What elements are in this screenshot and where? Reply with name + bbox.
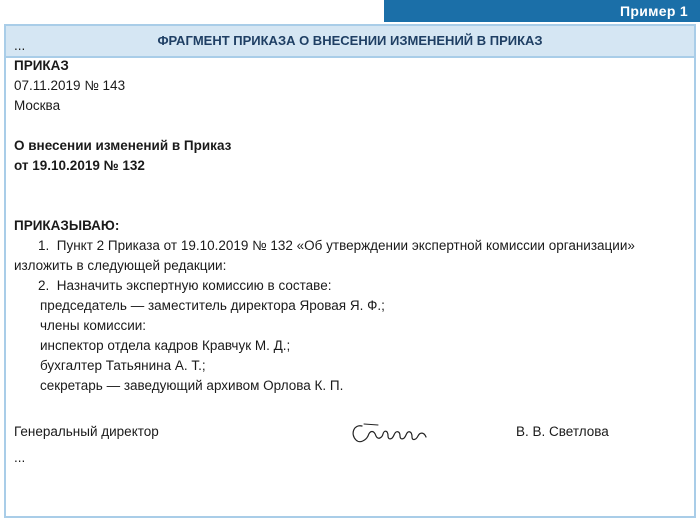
- ellipsis-bottom: ...: [14, 450, 26, 465]
- item-2-line-1: 2. Назначить экспертную комиссию в составе:: [38, 278, 332, 293]
- signature-role: Генеральный директор: [14, 424, 159, 439]
- member-line: инспектор отдела кадров Кравчук М. Д.;: [40, 338, 291, 353]
- subject-line-2: от 19.10.2019 № 132: [14, 158, 145, 173]
- member-line: бухгалтер Татьянина А. Т.;: [40, 358, 206, 373]
- signature-name: В. В. Светлова: [516, 424, 609, 439]
- member-line: председатель — заместитель директора Яровая Я. Ф.;: [40, 298, 385, 313]
- order-date-number: 07.11.2019 № 143: [14, 78, 126, 93]
- member-line: секретарь — заведующий архивом Орлова К. П.: [40, 378, 344, 393]
- order-city: Москва: [14, 98, 61, 113]
- item-1-line-2: изложить в следующей редакции:: [14, 258, 227, 273]
- member-line: члены комиссии:: [40, 318, 147, 333]
- subject-line-1: О внесении изменений в Приказ: [14, 138, 232, 153]
- document-header: ФРАГМЕНТ ПРИКАЗА О ВНЕСЕНИИ ИЗМЕНЕНИЙ В ПРИКАЗ: [6, 26, 694, 58]
- example-tab: Пример 1: [384, 0, 700, 22]
- signature-row: [14, 420, 674, 446]
- order-word: ПРИКАЗЫВАЮ:: [14, 218, 120, 233]
- signature-mark: [348, 420, 432, 446]
- item-1-line-1: 1. Пункт 2 Приказа от 19.10.2019 № 132 «Об утверждении экспертной комиссии организации»: [38, 238, 635, 253]
- order-title: ПРИКАЗ: [14, 58, 69, 73]
- ellipsis-top: ...: [14, 38, 26, 53]
- order-text: [14, 36, 690, 396]
